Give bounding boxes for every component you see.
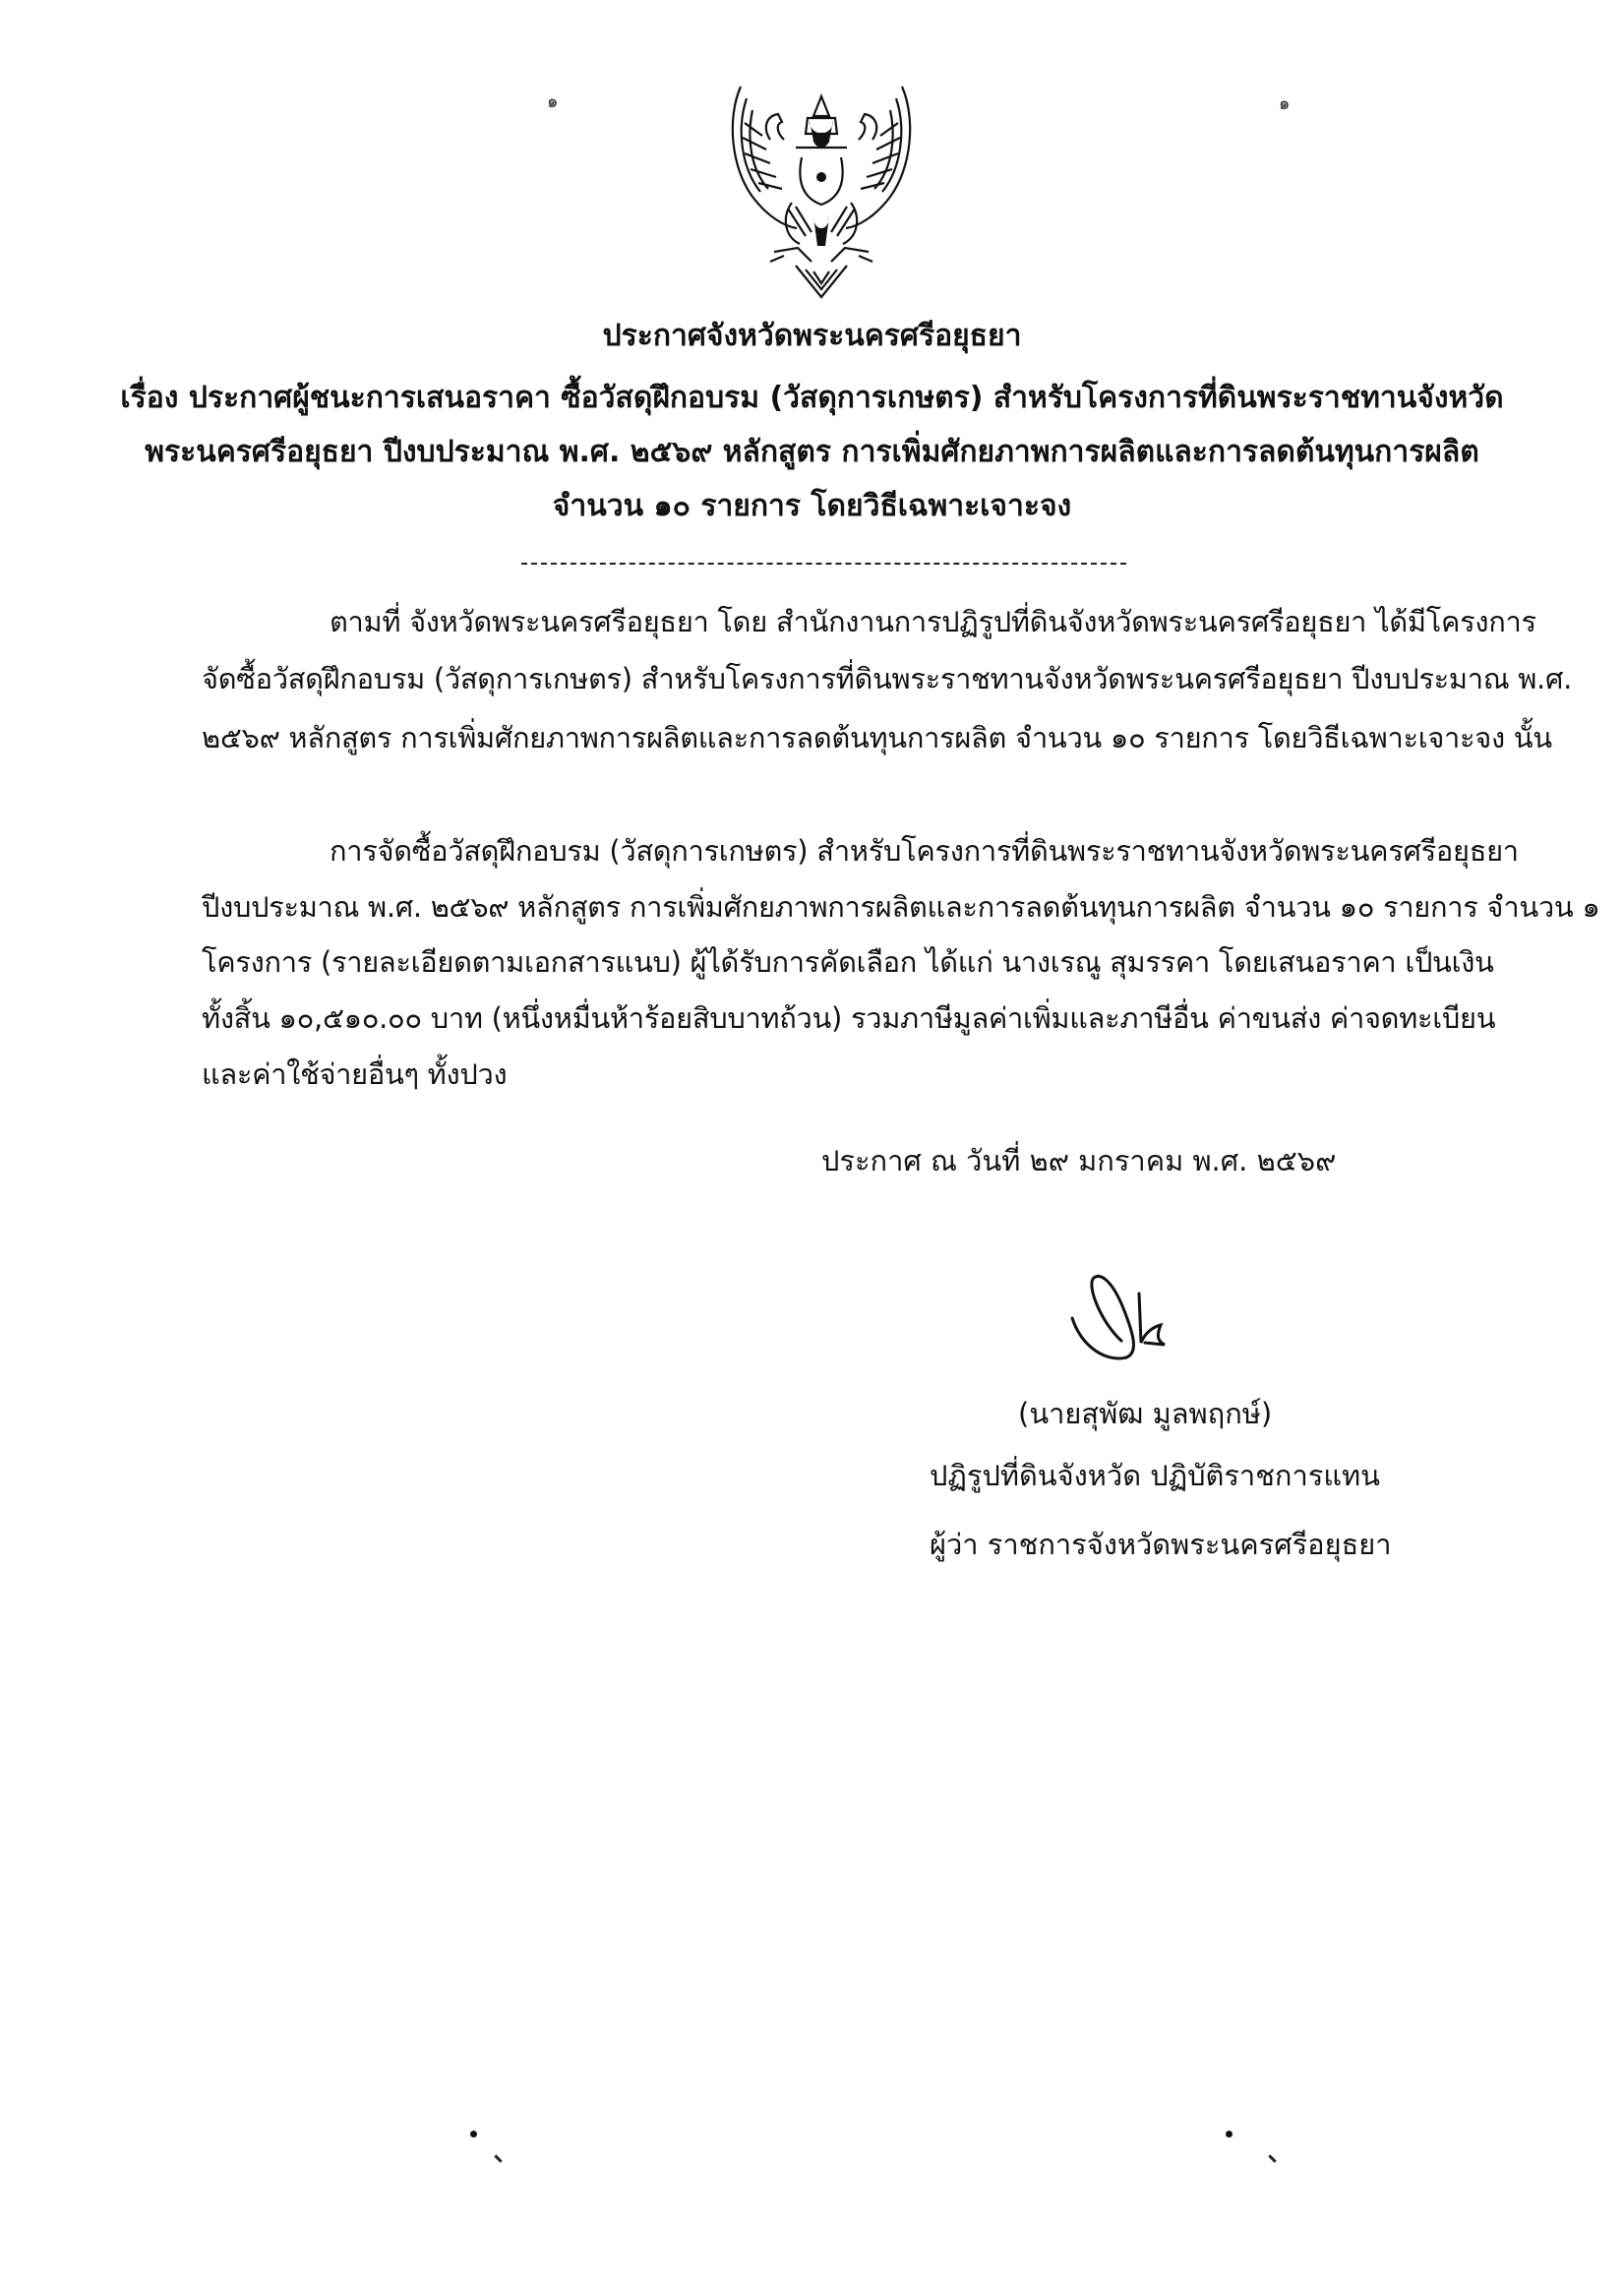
scan-dot-right	[1226, 2131, 1233, 2138]
subject-line-2: พระนครศรีอยุธยา ปีงบประมาณ พ.ศ. ๒๕๖๙ หลักสูตร การเพิ่มศักยภาพการผลิตและการลดต้นทุนการผลิต	[145, 435, 1479, 469]
signature-icon	[1062, 1264, 1190, 1382]
scan-tick-left	[494, 2154, 502, 2162]
paragraph-2-line-5: และค่าใช้จ่ายอื่นๆ ทั้งปวง	[202, 1057, 508, 1091]
header-separator	[521, 563, 1126, 565]
paragraph-1-line-1: ตามที่ จังหวัดพระนครศรีอยุธยา โดย สำนักงานการปฏิรูปที่ดินจังหวัดพระนครศรีอยุธยา ได้มีโครงการ	[330, 605, 1536, 638]
paragraph-1-line-2: จัดซื้อวัสดุฝึกอบรม (วัสดุการเกษตร) สำหรับโครงการที่ดินพระราชทานจังหวัดพระนครศรีอยุธยา ปีงบประมาณ พ.ศ.	[202, 662, 1572, 695]
announcement-title: ประกาศจังหวัดพระนครศรีอยุธยา	[602, 319, 1022, 353]
subject-line-1: เรื่อง ประกาศผู้ชนะการเสนอราคา ซื้อวัสดุฝึกอบรม (วัสดุการเกษตร) สำหรับโครงการที่ดินพระราชทานจังหวัด	[120, 381, 1504, 415]
page-marker-right: ๑	[1279, 93, 1291, 114]
paragraph-2-line-4: ทั้งสิ้น ๑๐,๕๑๐.๐๐ บาท (หนึ่งหมื่นห้าร้อยสิบบาทถ้วน) รวมภาษีมูลค่าเพิ่มและภาษีอื่น ค่าขนส่ง ค่าจดทะเบียน	[202, 1001, 1496, 1035]
scan-tick-right	[1268, 2154, 1276, 2162]
signer-name: (นายสุพัฒ มูลพฤกษ์)	[1018, 1397, 1273, 1430]
page-marker-left: ๑	[547, 91, 559, 112]
paragraph-1-line-3: ๒๕๖๙ หลักสูตร การเพิ่มศักยภาพการผลิตและการลดต้นทุนการผลิต จำนวน ๑๐ รายการ โดยวิธีเฉพาะเจาะจง นั้น	[202, 721, 1552, 754]
scan-dot-left	[470, 2131, 477, 2138]
paragraph-2-line-3: โครงการ (รายละเอียดตามเอกสารแนบ) ผู้ได้รับการคัดเลือก ได้แก่ นางเรณู สุมรรคา โดยเสนอราคา เป็นเงิน	[202, 945, 1494, 979]
paragraph-2-line-1: การจัดซื้อวัสดุฝึกอบรม (วัสดุการเกษตร) สำหรับโครงการที่ดินพระราชทานจังหวัดพระนครศรีอยุธยา	[330, 834, 1519, 868]
signer-title-1: ปฏิรูปที่ดินจังหวัด ปฏิบัติราชการแทน	[930, 1459, 1380, 1492]
garuda-emblem-icon	[723, 79, 920, 300]
paragraph-2-line-2: ปีงบประมาณ พ.ศ. ๒๕๖๙ หลักสูตร การเพิ่มศักยภาพการผลิตและการลดต้นทุนการผลิต จำนวน ๑๐ รายการ จำนวน ๑	[202, 890, 1600, 924]
signer-title-2: ผู้ว่า ราชการจังหวัดพระนครศรีอยุธยา	[930, 1528, 1392, 1561]
subject-line-3: จำนวน ๑๐ รายการ โดยวิธีเฉพาะเจาะจง	[552, 489, 1072, 523]
announcement-date: ประกาศ ณ วันที่ ๒๙ มกราคม พ.ศ. ๒๕๖๙	[821, 1144, 1337, 1177]
